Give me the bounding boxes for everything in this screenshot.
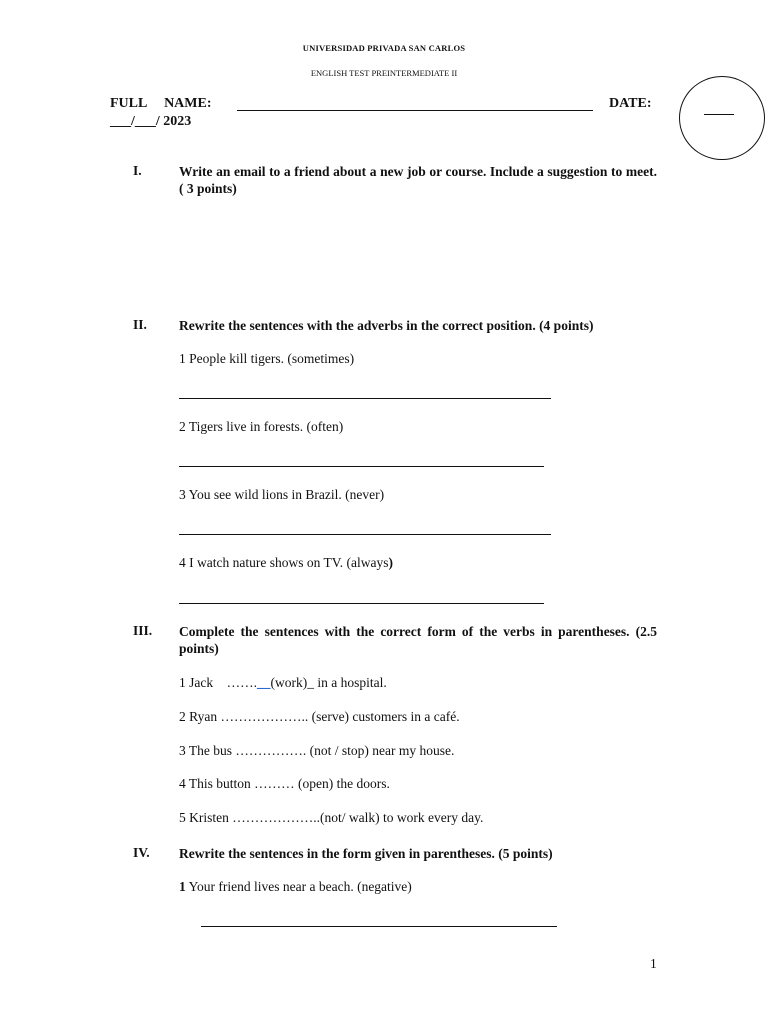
section-3-item-5: 5 Kristen ………………..(not/ walk) to work every day. — [179, 810, 484, 825]
section-3-item-1-suffix: in a hospital. — [314, 675, 387, 690]
full-name-label: FULL NAME: — [110, 96, 212, 111]
section-3-item-4: 4 This button ……… (open) the doors. — [179, 776, 390, 791]
test-title: ENGLISH TEST PREINTERMEDIATE II — [310, 68, 458, 78]
section-2-answer-line-1[interactable] — [179, 398, 551, 399]
section-4-answer-line-1[interactable] — [201, 926, 557, 927]
section-4-item-1-text: Your friend lives near a beach. (negative) — [185, 879, 412, 894]
section-1-numeral: I. — [133, 163, 142, 178]
section-2-item-1: 1 People kill tigers. (sometimes) — [179, 351, 355, 366]
university-name: UNIVERSIDAD PRIVADA SAN CARLOS — [302, 43, 466, 53]
date-value: ___/___/ 2023 — [110, 114, 192, 129]
section-2-item-4-text: 4 I watch nature shows on TV. (always — [179, 555, 389, 570]
section-2-item-2: 2 Tigers live in forests. (often) — [179, 419, 344, 434]
section-3-item-1-prefix: 1 Jack ……. — [179, 675, 257, 690]
section-4-numeral: IV. — [133, 845, 150, 860]
section-3-instruction: Complete the sentences with the correct form of the verbs in parentheses. (2.5 points) — [179, 624, 657, 656]
section-3-item-3: 3 The bus ……………. (not / stop) near my house. — [179, 743, 455, 758]
section-3-numeral: III. — [133, 623, 153, 638]
date-label: DATE: — [609, 96, 652, 111]
section-2-numeral: II. — [133, 317, 147, 332]
section-1-instruction: Write an email to a friend about a new job or course. Include a suggestion to meet.( 3 points) — [179, 164, 657, 196]
section-2-answer-line-3[interactable] — [179, 534, 551, 535]
page-number: 1 — [650, 956, 657, 971]
section-4-item-1-number: 1 — [179, 879, 186, 894]
score-field[interactable] — [704, 114, 734, 115]
section-3-item-1 — [179, 675, 387, 691]
section-3-item-1-underscore: _ — [307, 675, 314, 690]
section-2-answer-line-4[interactable] — [179, 603, 544, 604]
section-3-item-1-verb: (work) — [270, 675, 308, 690]
section-3-item-1-blank[interactable]: __ — [257, 675, 271, 690]
section-2-item-4 — [179, 555, 393, 571]
full-name-field[interactable] — [237, 110, 593, 111]
section-2-instruction: Rewrite the sentences with the adverbs in the correct position. (4 points) — [179, 318, 594, 333]
section-2-item-3: 3 You see wild lions in Brazil. (never) — [179, 487, 385, 502]
section-2-answer-line-2[interactable] — [179, 466, 544, 467]
section-4-instruction: Rewrite the sentences in the form given in parentheses. (5 points) — [179, 846, 553, 861]
section-2-item-4-closing: ) — [388, 555, 393, 570]
score-circle — [679, 76, 765, 160]
section-3-item-2: 2 Ryan ……………….. (serve) customers in a café. — [179, 709, 460, 724]
section-4-item-1 — [179, 879, 412, 895]
